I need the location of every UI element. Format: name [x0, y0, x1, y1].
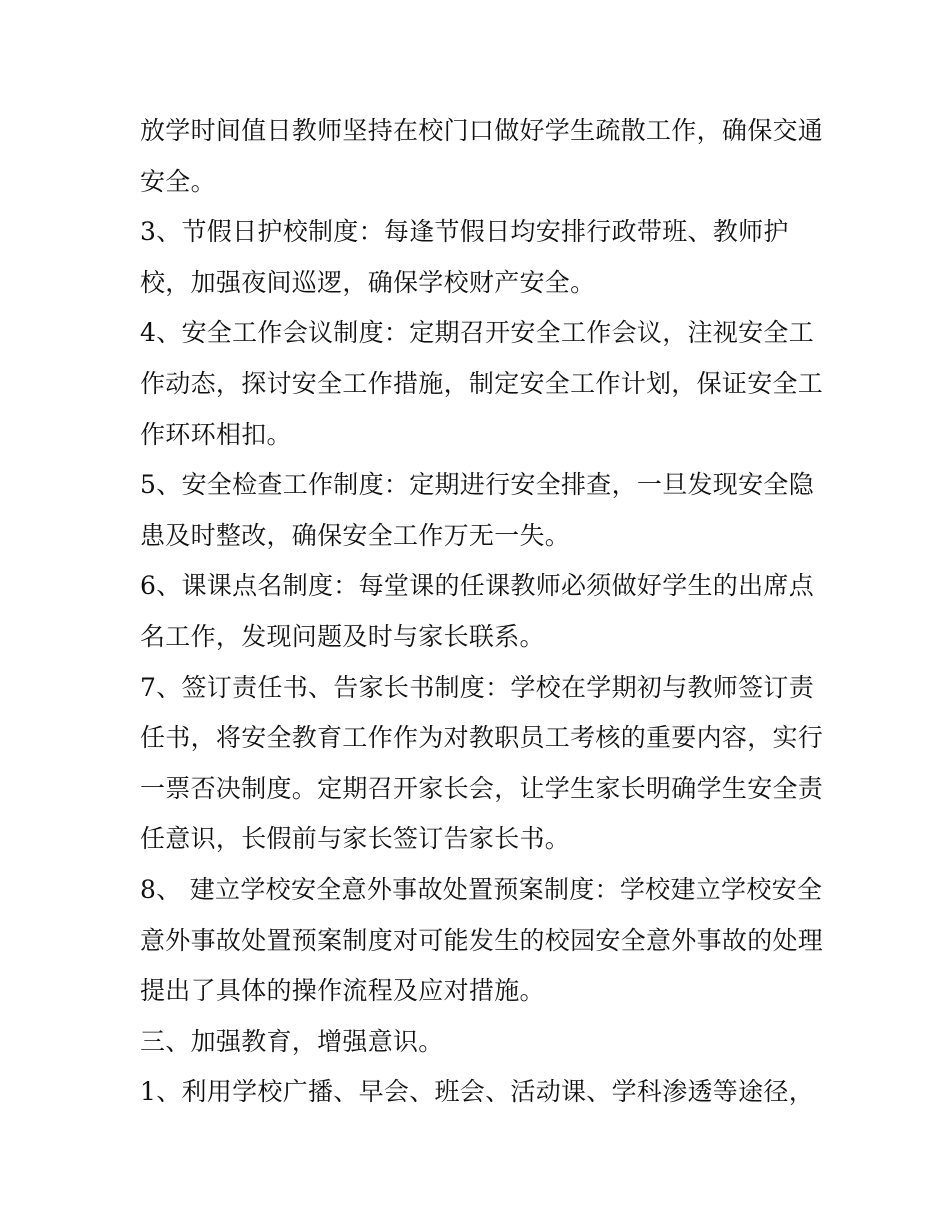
text-line: 安全。	[140, 166, 216, 196]
text-line: 8、 建立学校安全意外事故处置预案制度：学校建立学校安全	[140, 874, 823, 904]
text-line: 任意识，长假前与家长签订告家长书。	[140, 824, 571, 854]
text-line: 任书，将安全教育工作作为对教职员工考核的重要内容，实行	[140, 723, 824, 753]
document-body	[140, 106, 824, 1118]
text-line: 提出了具体的操作流程及应对措施。	[140, 976, 545, 1006]
text-line: 7、签订责任书、告家长书制度：学校在学期初与教师签订责	[140, 672, 815, 702]
text-line: 6、课课点名制度：每堂课的任课教师必须做好学生的出席点	[140, 571, 815, 601]
text-line: 一票否决制度。定期召开家长会，让学生家长明确学生安全责	[140, 773, 824, 803]
text-line: 作动态，探讨安全工作措施，制定安全工作计划，保证安全工	[140, 368, 824, 398]
text-line: 1、利用学校广播、早会、班会、活动课、学科渗透等途径，	[140, 1077, 815, 1107]
text-line: 4、安全工作会议制度：定期召开安全工作会议，注视安全工	[140, 318, 815, 348]
text-line: 作环环相扣。	[140, 419, 292, 449]
text-line: 校，加强夜间巡逻，确保学校财产安全。	[140, 267, 596, 297]
text-line: 意外事故处置预案制度对可能发生的校园安全意外事故的处理	[140, 925, 824, 955]
text-line: 5、安全检查工作制度：定期进行安全排查，一旦发现安全隐	[140, 470, 815, 500]
text-line: 名工作，发现问题及时与家长联系。	[140, 621, 545, 651]
text-line: 患及时整改，确保安全工作万无一失。	[140, 520, 571, 550]
text-line: 放学时间值日教师坚持在校门口做好学生疏散工作，确保交通	[140, 116, 824, 145]
text-line: 3、节假日护校制度：每逢节假日均安排行政带班、教师护	[140, 217, 789, 247]
section-heading: 三、加强教育，增强意识。	[140, 1026, 444, 1056]
